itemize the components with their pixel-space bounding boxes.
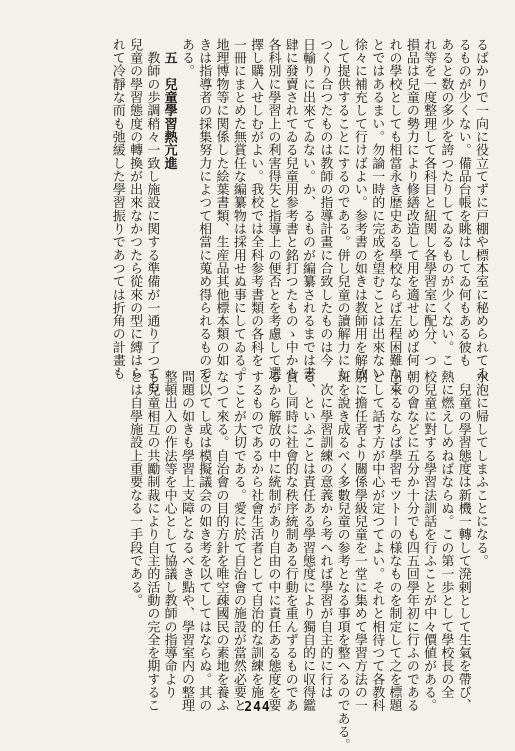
text-line: なつて來る。自治會の目的方針を唯空疎國民の素地を養ふ — [213, 370, 229, 712]
text-line: 兒童の學習態度の轉換が出來なかつたら從來の型に縛はら — [127, 38, 143, 380]
text-line: 別に擔任者より關係學級兒童を一堂に集めて學習方法の一 — [351, 370, 367, 712]
text-line: とは自學施設上重要なる一手段である。 — [127, 370, 143, 607]
text-line: つくり合つたものは教師の指導計畫に合致したものは今 — [317, 38, 333, 367]
text-line: れて冷靜な而も弛緩した學習振りであつては折角の計畫も — [109, 38, 125, 380]
text-line: 一冊にまとめた無賞任な編纂物は採用せぬ事にしてゐる。 — [230, 38, 246, 380]
text-line: 斑を說き成るべく多數兒童の参考となる事項を整へるのである。 — [334, 370, 350, 751]
text-line: 損品は兒童の勢力により修繕改造して用を適せしめば何 — [403, 38, 419, 367]
page-number: 244 — [244, 700, 271, 715]
text-line: 整頓出入の作法等を中心として協議し教師の指導命より — [161, 370, 177, 699]
text-line: も兒童相互の共勵制裁により自主的活動の完全を期するこ — [144, 370, 160, 712]
text-line: 問題の如きも學習上支障となるべき點や、學習室内の整理 — [178, 370, 194, 712]
text-line: とではあるまい。勿論一時的に完成を望むことは出來ない — [369, 38, 385, 380]
section-heading: 五 兒童學習熱亢進 — [161, 38, 177, 170]
text-line: 教師の歩調稍々一致し施設に関する準備が一通り了つても — [144, 38, 160, 394]
text-line: 校兒童に對する學習法訓話を行ふことが中々價値がある。 — [421, 370, 437, 712]
text-line: するものであるから社會生活者として自治的な訓練を施 — [248, 370, 264, 699]
text-line: れの學校としても相當永き歴史ある學校ならば左程困難なこ — [386, 38, 402, 394]
text-line: る、といふことは責任ある學習態度により獨自的に収得鑑 — [300, 370, 316, 712]
text-line: して提供することにするのである。併し兒童の讀解力にし — [334, 38, 350, 380]
upper-text-block — [108, 38, 489, 394]
text-line: 次に學習訓練の意義から考へれば學習が自主的に行は — [317, 370, 333, 699]
text-line: 徐々に補充して行けばよい。参考書の如きは教師用を解放 — [351, 38, 367, 380]
text-line: 肆に發賣されてゐる兒童用参考書と銘打つたものゝ中から — [282, 38, 298, 380]
text-line: すことが大切である。愛に於て自治會の施設が當然必要と — [230, 370, 246, 712]
text-line: るばかりで一向に役立てずに戸棚や標本室に秘められてゐ — [473, 38, 488, 380]
text-line: 擇し購入せしむがよい。我校では全科参考書類の各科を — [248, 38, 264, 367]
text-line: るものが少くない。備品台帳を眺はしてゐ何もある彼も — [455, 38, 471, 367]
text-line: 兒童の學習態度は新機一轉して溌剌として生氣を帶び、 — [455, 370, 471, 712]
text-line: れ等を一度整理して各科目と紐関し各學習室に配分、つ — [421, 38, 437, 367]
text-line: るから解放の中に統制があり自由の中に責任ある態度を要 — [265, 370, 281, 712]
text-line: を以てし或は模擬議会の如き考を以てしてはならぬ。其の — [196, 370, 212, 712]
text-line: 水泡に帰してしまふことになる。 — [473, 370, 488, 568]
text-line: 各科別に學習上の利害得失と指導上の便否とを考慮して選 — [265, 38, 281, 380]
text-line: 出來るならば學習モツトーの様なものを制定して之を標題 — [386, 370, 402, 712]
text-line: として話す方が中心が定つてよい。それと相待つて各教科 — [369, 370, 385, 712]
text-line: 熱に燃えしめねばならぬ。この第一歩として學校長の全 — [438, 370, 454, 699]
text-line: 朝の會などに五分か十分でも四五回學年初に行ふのである — [403, 370, 419, 712]
text-line: あると数の多少を誇つたりしてゐるものが少くない。こ — [438, 38, 454, 367]
text-line: 地理博物等に関係した絵葉書類、生産品其他標本類の如 — [213, 38, 229, 367]
text-line: 日輸りに出來てゐない。か、るものが編纂されるまでは書 — [300, 38, 316, 380]
text-line: 賞し同時に社會的な秩序統制ある行動を重んずるものであ — [282, 370, 298, 712]
text-line: ある。 — [178, 38, 194, 78]
text-line: きは指導者の採集努力によつて相當に蒐め得られるもので — [196, 38, 212, 380]
